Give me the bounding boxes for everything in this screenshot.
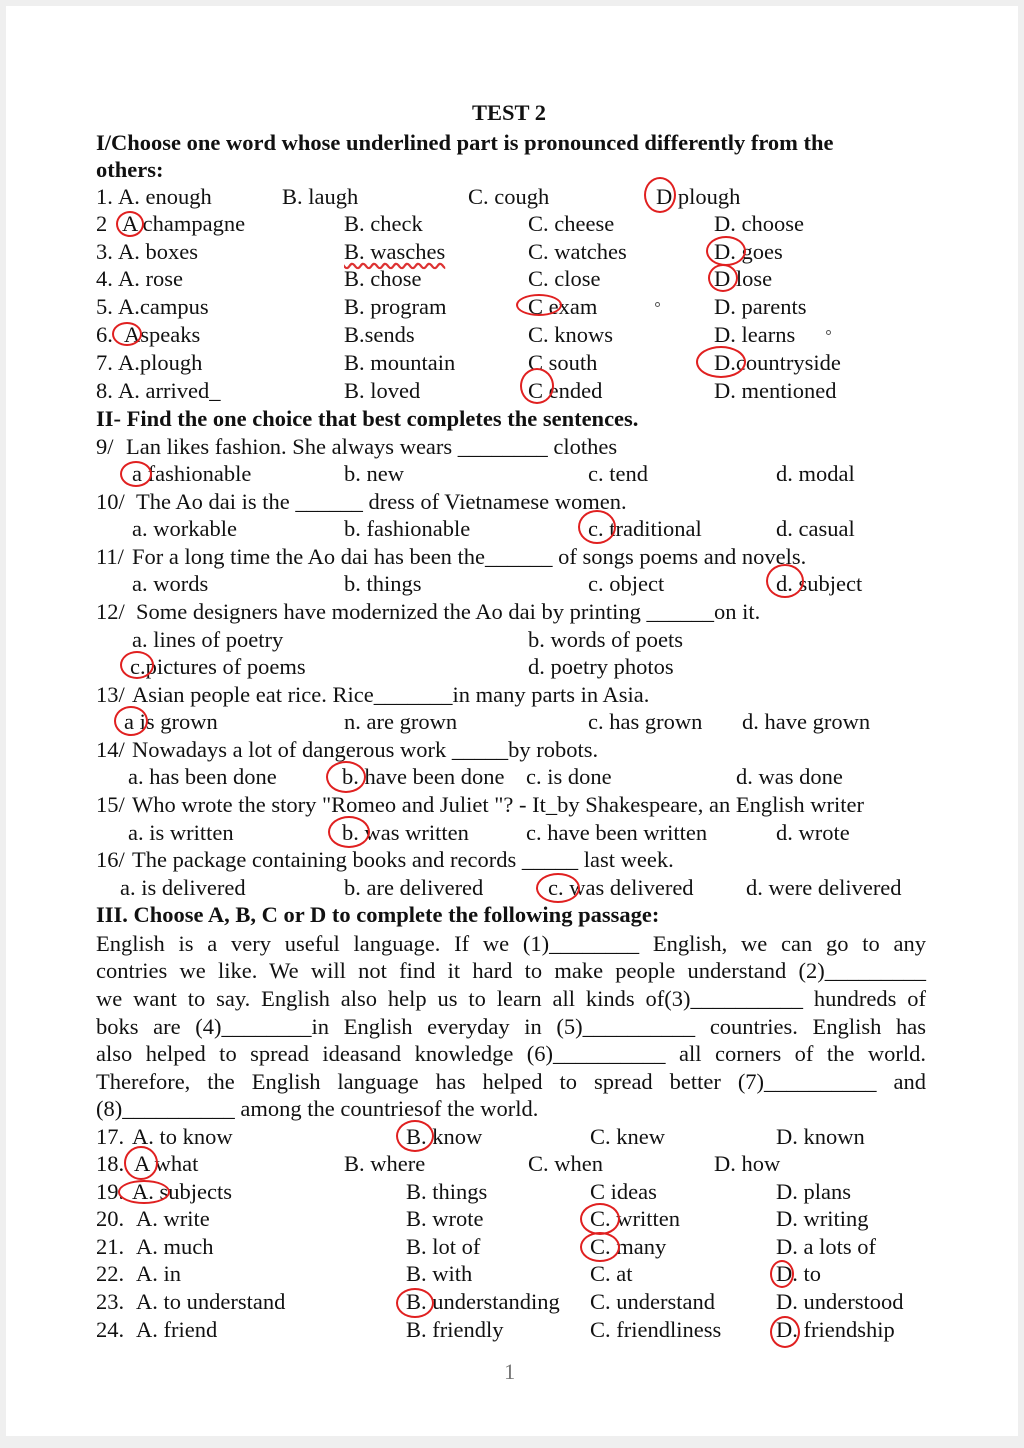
q5-option-a: A.campus [118,294,209,319]
q15-option-a: a. is written [128,820,234,845]
q14-option-b: b. have been done [342,764,505,789]
q12-number: 12/ [96,599,125,624]
passage-line-5: also helped to spread ideasand knowledge (6)__________ all corners of the world. [96,1041,926,1066]
q14-number: 14/ [96,737,125,762]
answer-circle-q13 [114,706,148,736]
passage-line-1: English is a very useful language. If we (1)________ English, we can go to any [96,931,926,956]
stray-mark [826,330,831,335]
q16-option-d: d. were delivered [746,875,902,900]
q15-stem: Who wrote the story "Romeo and Juliet "? - It_by Shakespeare, an English writer [132,792,864,817]
q3-option-a: A. boxes [118,239,198,264]
answer-circle-q15 [328,816,370,848]
q13-stem: Asian people eat rice. Rice_______in many parts in Asia. [132,682,650,707]
q24-number: 24. [96,1317,125,1342]
q15-number: 15/ [96,792,125,817]
q9-number: 9/ [96,434,114,459]
q18-option-b: B. where [344,1151,426,1176]
answer-circle-q1 [644,177,676,213]
answer-circle-q17 [396,1120,434,1152]
q5-option-c: C exam [528,294,598,319]
q13-option-d: d. have grown [742,709,871,734]
q19-option-d: D. plans [776,1179,851,1204]
passage-line-4: boks are (4)________in English everyday in (5)__________ countries. English has [96,1014,926,1039]
answer-circle-q8 [520,368,554,404]
q10-option-b: b. fashionable [344,516,471,541]
q11-number: 11/ [96,544,124,569]
stray-mark [655,302,660,307]
answer-circle-q12 [120,651,154,679]
q11-option-b: b. things [344,571,422,596]
q11-option-a: a. words [132,571,209,596]
q22-option-d: D. to [776,1261,821,1286]
q19-number: 19. [96,1179,125,1204]
q18-option-a: A what [134,1151,199,1176]
q1-option-a: A. enough [118,184,212,209]
q4-option-c: C. close [528,266,601,291]
q10-option-a: a. workable [132,516,237,541]
section1-heading-cont: others: [96,157,164,182]
q13-option-b: n. are grown [344,709,458,734]
q8-option-d: D. mentioned [714,378,837,403]
q7-option-b: B. mountain [344,350,456,375]
q20-option-b: B. wrote [406,1206,484,1231]
q13-number: 13/ [96,682,125,707]
document-page [6,6,1018,1436]
q22-number: 22. [96,1261,125,1286]
q23-option-d: D. understood [776,1289,904,1314]
q14-option-a: a. has been done [128,764,277,789]
q18-number: 18. [96,1151,125,1176]
q24-option-c: C. friendliness [590,1317,722,1342]
answer-circle-q4 [708,264,738,292]
q17-option-d: D. known [776,1124,865,1149]
q8-option-a: A. arrived_ [118,378,221,403]
q9-option-c: c. tend [588,461,648,486]
q18-option-d: D. how [714,1151,781,1176]
q4-option-d: D lose [714,266,773,291]
answer-circle-q22 [770,1260,794,1288]
section2-heading: II- Find the one choice that best completes the sentences. [96,406,639,431]
q10-stem: The Ao dai is the ______ dress of Vietnamese women. [136,489,627,514]
q19-option-a: A. subjects [132,1179,232,1204]
q24-option-d: D. friendship [776,1317,895,1342]
q22-option-c: C. at [590,1261,633,1286]
answer-circle-q21 [580,1232,620,1262]
answer-circle-q18 [124,1146,158,1180]
q23-option-b: B. understanding [406,1289,560,1314]
q3-option-c: C. watches [528,239,627,264]
q9-option-a: a fashionable [132,461,252,486]
q6-option-b: B.sends [344,322,415,347]
answer-circle-q6 [112,322,142,346]
q18-option-c: C. when [528,1151,603,1176]
page-number: 1 [504,1359,516,1384]
q5-option-d: D. parents [714,294,807,319]
q9-option-d: d. modal [776,461,855,486]
q16-option-b: b. are delivered [344,875,484,900]
q1-option-c: C. cough [468,184,550,209]
section1-heading: I/Choose one word whose underlined part is pronounced differently from the [96,130,834,155]
q11-stem: For a long time the Ao dai has been the______ of songs poems and novels. [132,544,807,569]
q12-option-a: a. lines of poetry [132,627,284,652]
q22-option-a: A. in [136,1261,181,1286]
q21-option-b: B. lot of [406,1234,481,1259]
answer-circle-q9 [120,461,152,487]
answer-circle-q2 [116,211,144,237]
q20-option-c: C. written [590,1206,680,1231]
q24-option-b: B. friendly [406,1317,504,1342]
answer-circle-q5 [516,294,562,316]
q10-number: 10/ [96,489,125,514]
q8-option-c: C ended [528,378,603,403]
q7-option-a: A.plough [118,350,203,375]
q14-option-d: d. was done [736,764,843,789]
q6-number: 6. [96,322,113,347]
page-title: TEST 2 [472,100,547,125]
q11-option-d: d. subject [776,571,863,596]
q19-option-c: C ideas [590,1179,657,1204]
q15-option-c: c. have been written [526,820,708,845]
q4-option-a: A. rose [118,266,183,291]
q15-option-d: d. wrote [776,820,850,845]
q20-number: 20. [96,1206,125,1231]
q16-option-c: c. was delivered [548,875,694,900]
q12-option-d: d. poetry photos [528,654,674,679]
q11-option-c: c. object [588,571,665,596]
q8-number: 8. [96,378,113,403]
q23-option-c: C. understand [590,1289,715,1314]
q24-option-a: A. friend [136,1317,218,1342]
q3-option-b: B. wasches [344,239,446,264]
q6-option-d: D. learns [714,322,796,347]
q13-option-a: a is grown [124,709,218,734]
q21-number: 21. [96,1234,125,1259]
q1-option-b: B. laugh [282,184,359,209]
answer-circle-q3 [706,236,746,266]
q4-option-b: B. chose [344,266,422,291]
q3-number: 3. [96,239,113,264]
answer-circle-q16 [536,873,580,903]
q14-option-c: c. is done [526,764,612,789]
q23-option-a: A. to understand [136,1289,286,1314]
answer-circle-q14 [326,761,366,793]
q14-stem: Nowadays a lot of dangerous work _____by robots. [132,737,599,762]
q3-option-d: D. goes [714,239,783,264]
answer-circle-q24 [770,1316,800,1348]
answer-circle-q19 [118,1180,170,1204]
q15-option-b: b. was written [342,820,469,845]
q7-option-c: C south [528,350,598,375]
q7-option-d: D.countryside [714,350,841,375]
q5-option-b: B. program [344,294,447,319]
q20-option-a: A. write [136,1206,210,1231]
q19-option-b: B. things [406,1179,488,1204]
q6-option-a: Aspeaks [124,322,201,347]
q21-option-c: C. many [590,1234,667,1259]
q1-option-d: D plough [656,184,741,209]
q4-number: 4. [96,266,113,291]
answer-circle-q23 [396,1288,434,1318]
section3-heading: III. Choose A, B, C or D to complete the following passage: [96,902,660,927]
q23-number: 23. [96,1289,125,1314]
q9-option-b: b. new [344,461,404,486]
q12-stem: Some designers have modernized the Ao dai by printing ______on it. [136,599,761,624]
q2-option-b: B. check [344,211,423,236]
q16-option-a: a. is delivered [120,875,246,900]
passage-line-6: Therefore, the English language has helped to spread better (7)__________ and [96,1069,926,1094]
q9-stem: Lan likes fashion. She always wears ________ clothes [126,434,618,459]
q16-number: 16/ [96,847,125,872]
q8-option-b: B. loved [344,378,421,403]
q5-number: 5. [96,294,113,319]
q13-option-c: c. has grown [588,709,703,734]
q22-option-b: B. with [406,1261,473,1286]
answer-circle-q10 [578,510,616,544]
q20-option-d: D. writing [776,1206,869,1231]
answer-circle-q20 [580,1203,620,1235]
q2-option-c: C. cheese [528,211,615,236]
q17-option-c: C. knew [590,1124,665,1149]
q17-option-a: A. to know [132,1124,233,1149]
q7-number: 7. [96,350,113,375]
passage-line-3: we want to say. English also help us to learn all kinds of(3)__________ hundreds of [96,986,926,1011]
q21-option-d: D. a lots of [776,1234,876,1259]
answer-circle-q7 [696,346,746,378]
q1-number: 1. [96,184,113,209]
passage-line-7: (8)__________ among the countriesof the world. [96,1096,539,1121]
q17-option-b: B. know [406,1124,483,1149]
q10-option-d: d. casual [776,516,855,541]
q12-option-c: c.pictures of poems [130,654,306,679]
q2-option-d: D. choose [714,211,804,236]
q16-stem: The package containing books and records _____ last week. [132,847,674,872]
q2-option-a: A champagne [122,211,246,236]
q12-option-b: b. words of poets [528,627,683,652]
q2-number: 2 [96,211,108,236]
q6-option-c: C. knows [528,322,614,347]
passage-line-2: contries we like. We will not find it hard to make people understand (2)_________ [96,958,926,983]
q21-option-a: A. much [136,1234,214,1259]
q17-number: 17. [96,1124,125,1149]
q10-option-c: c. traditional [588,516,702,541]
answer-circle-q11 [766,564,804,598]
